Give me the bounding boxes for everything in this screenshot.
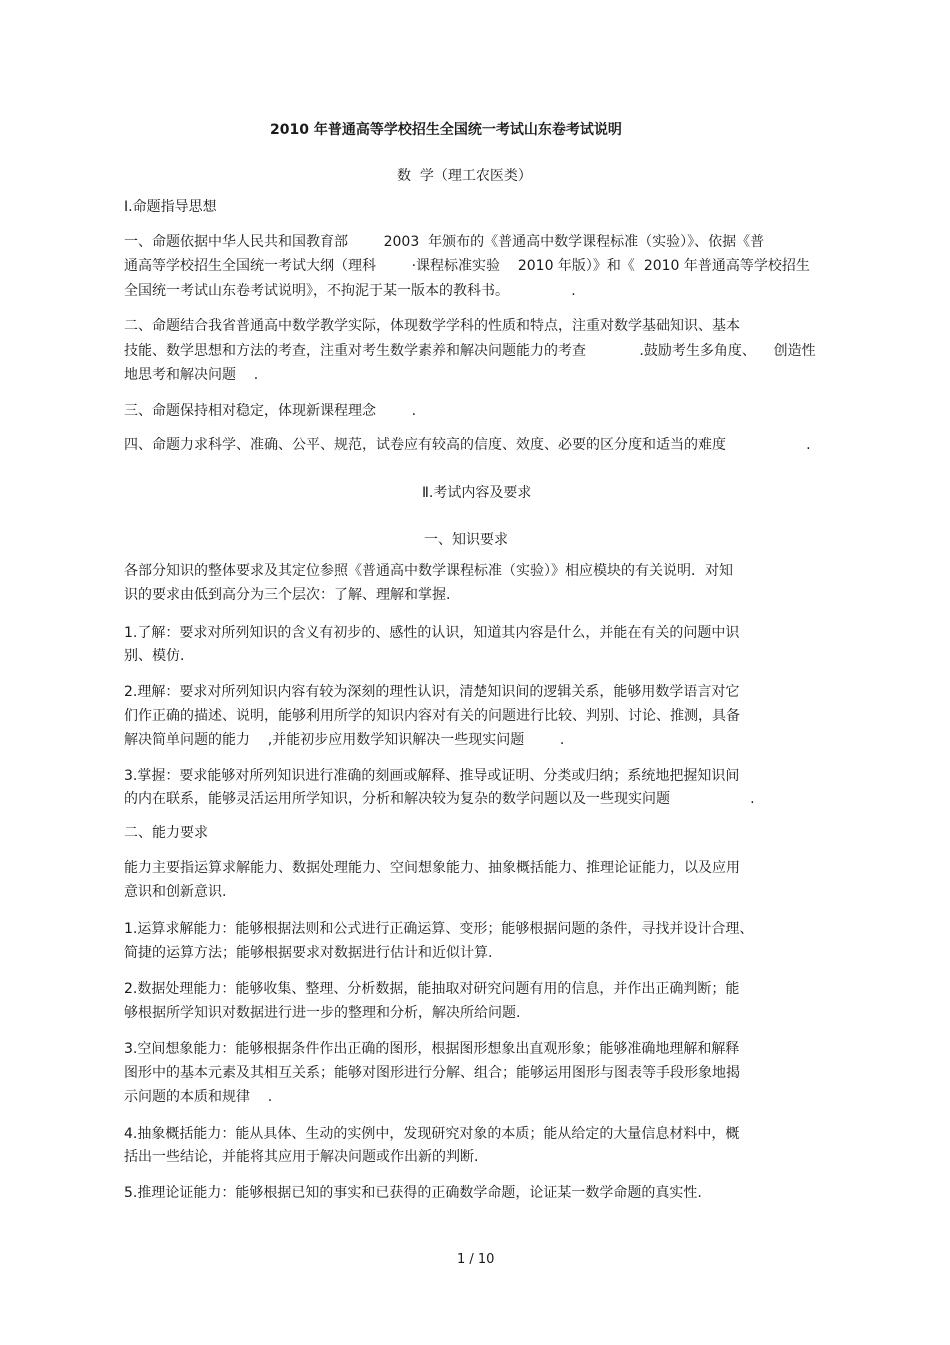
paragraph-line: 技能、数学思想和方法的考查，注重对考生数学素养和解决问题能力的考查 .鼓励考生多角度、 创造性 [124, 343, 816, 359]
paragraph-line: 2.理解：要求对所列知识内容有较为深刻的理性认识，清楚知识间的逻辑关系，能够用数学语言对它 [124, 684, 740, 700]
paragraph-line: 3.空间想象能力：能够根据条件作出正确的图形，根据图形想象出直观形象；能够准确地理解和解释 [124, 1041, 740, 1057]
paragraph-line: 1.运算求解能力：能够根据法则和公式进行正确运算、变形；能够根据问题的条件，寻找并设计合理、 [124, 921, 754, 937]
paragraph-line: 2.数据处理能力：能够收集、整理、分析数据，能抽取对研究问题有用的信息，并作出正确判断；能 [124, 981, 740, 997]
paragraph-line: 简捷的运算方法；能够根据要求对数据进行估计和近似计算. [124, 945, 493, 961]
paragraph-line: 示问题的本质和规律 . [124, 1089, 273, 1105]
paragraph-line: 1.了解：要求对所列知识的含义有初步的、感性的认识，知道其内容是什么，并能在有关的问题中识 [124, 625, 740, 641]
paragraph-line: 解决简单问题的能力 ,并能初步应用数学知识解决一些现实问题 . [124, 732, 565, 748]
paragraph-line: 通高等学校招生全国统一考试大纲（理科 ·课程标准实验 2010 年版）》和《 2010 年普通高等学校招生 [124, 258, 810, 274]
paragraph-3: 三、命题保持相对稳定，体现新课程理念 . [124, 403, 417, 419]
paragraph-line: 二、命题结合我省普通高中数学教学实际，体现数学学科的性质和特点，注重对数学基础知识、基本 [124, 318, 740, 334]
paragraph-line: 的内在联系，能够灵活运用所学知识，分析和解决较为复杂的数学问题以及一些现实问题 . [124, 791, 755, 807]
paragraph-line: 各部分知识的整体要求及其定位参照《普通高中数学课程标准（实验）》相应模块的有关说明．对知 [124, 563, 733, 579]
paragraph-line: 地思考和解决问题 . [124, 367, 259, 383]
section-heading-1: Ⅰ.命题指导思想 [124, 199, 217, 215]
document-title: 2010 年普通高等学校招生全国统一考试山东卷考试说明 [270, 122, 622, 138]
section-heading-2: Ⅱ.考试内容及要求 [422, 485, 532, 501]
paragraph-line: 们作正确的描述、说明，能够利用所学的知识内容对有关的问题进行比较、判别、讨论、推测，具备 [124, 708, 740, 724]
paragraph-line: 括出一些结论，并能将其应用于解决问题或作出新的判断. [124, 1149, 479, 1165]
paragraph-line: 意识和创新意识. [124, 884, 227, 900]
paragraph-line: 识的要求由低到高分为三个层次：了解、理解和掌握. [124, 587, 451, 603]
page-number: 1 / 10 [457, 1252, 495, 1267]
paragraph-line: 图形中的基本元素及其相互关系；能够对图形进行分解、组合；能够运用图形与图表等手段形象地揭 [124, 1065, 740, 1081]
ability-5: 5.推理论证能力：能够根据已知的事实和已获得的正确数学命题，论证某一数学命题的真实性. [124, 1185, 702, 1201]
paragraph-line: 够根据所学知识对数据进行进一步的整理和分析，解决所给问题. [124, 1005, 521, 1021]
document-subtitle: 数 学（理工农医类） [397, 168, 532, 184]
paragraph-line: 一、命题依据中华人民共和国教育部 2003 年颁布的《普通高中数学课程标准（实验）》、依据《普 [124, 234, 765, 250]
paragraph-4: 四、命题力求科学、准确、公平、规范，试卷应有较高的信度、效度、必要的区分度和适当的难度 . [124, 437, 811, 453]
paragraph-line: 全国统一考试山东卷考试说明》，不拘泥于某一版本的教科书。 . [124, 283, 576, 299]
paragraph-line: 别、模仿. [124, 648, 185, 664]
subsection-heading-knowledge: 一、知识要求 [424, 532, 508, 548]
paragraph-line: 3.掌握：要求能够对所列知识进行准确的刻画或解释、推导或证明、分类或归纳；系统地把握知识间 [124, 768, 740, 784]
paragraph-line: 能力主要指运算求解能力、数据处理能力、空间想象能力、抽象概括能力、推理论证能力，以及应用 [124, 860, 740, 876]
paragraph-line: 4.抽象概括能力：能从具体、生动的实例中，发现研究对象的本质；能从给定的大量信息材料中，概 [124, 1126, 740, 1142]
subsection-heading-ability: 二、能力要求 [124, 825, 208, 841]
